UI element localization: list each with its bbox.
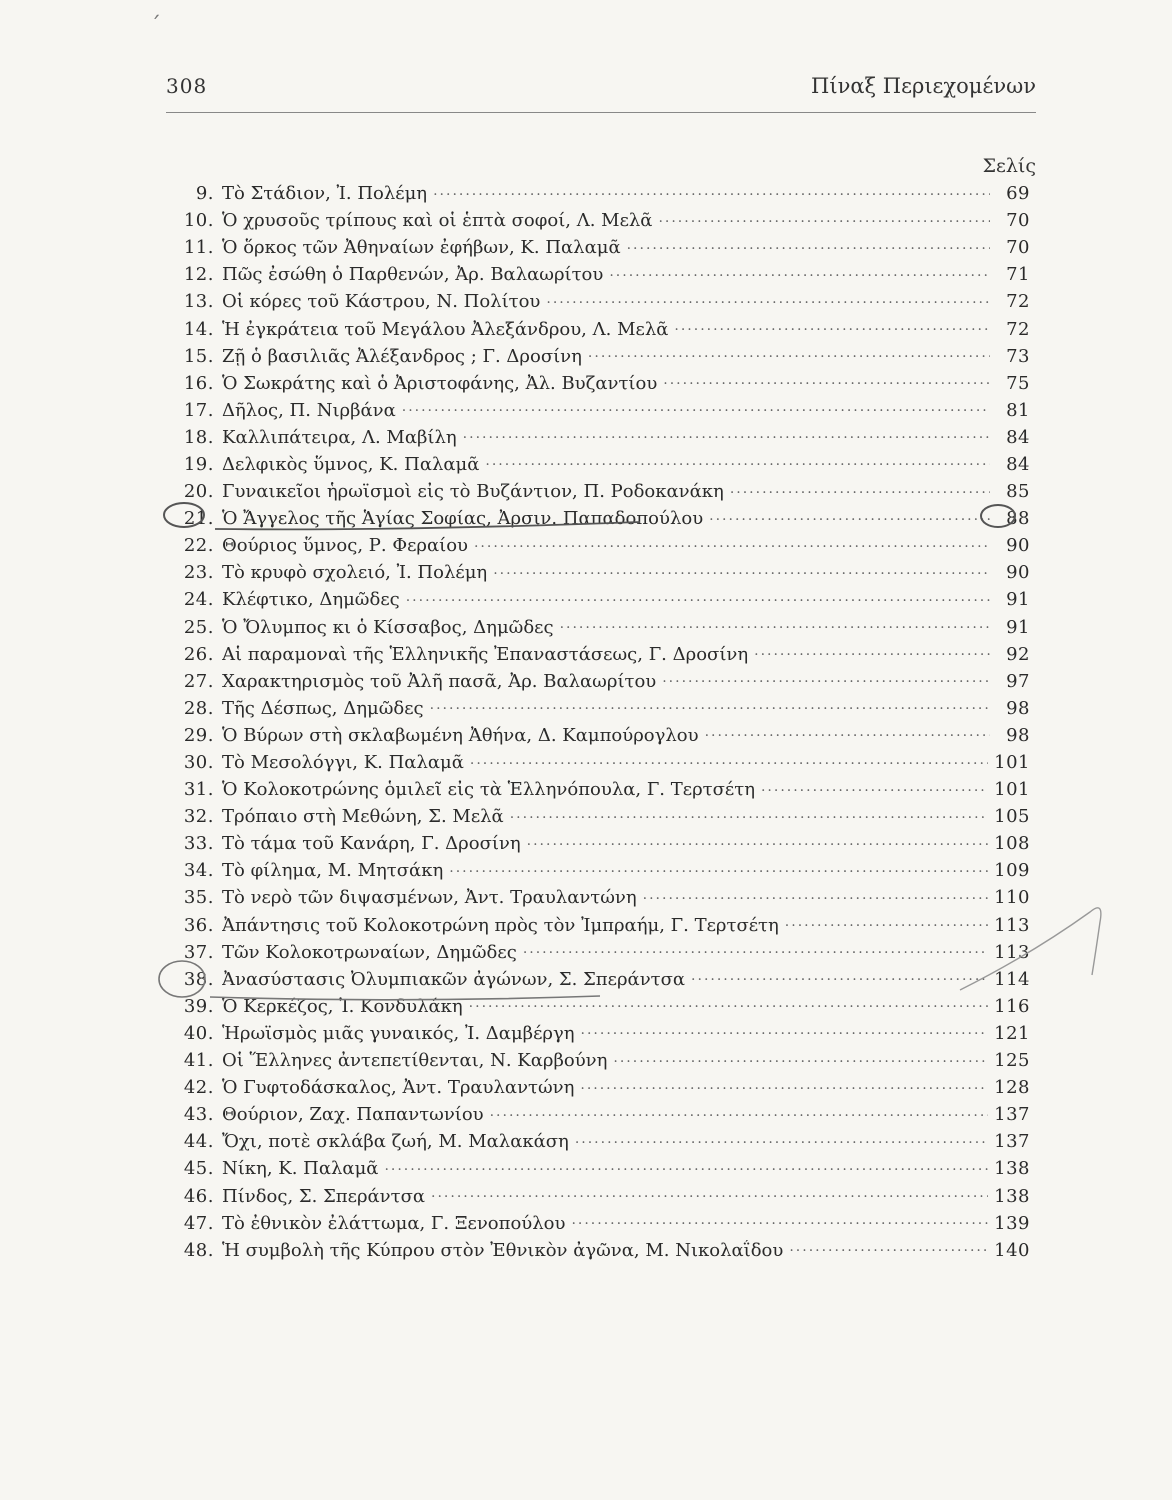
entry-title: Τὸ φίλημα, Μ. Μητσάκη bbox=[222, 860, 444, 882]
entry-number: 35. bbox=[183, 887, 214, 909]
entry-title: Γυναικεῖοι ἡρωϊσμοὶ εἰς τὸ Βυζάντιον, Π. Ροδοκανάκη bbox=[222, 481, 724, 503]
entry-number: 28. bbox=[183, 697, 214, 719]
entry-title: Πῶς ἐσώθη ὁ Παρθενών, Ἀρ. Βαλαωρίτου bbox=[222, 264, 604, 286]
entry-number: 21. bbox=[183, 508, 214, 530]
entry-page: 81 bbox=[1006, 399, 1030, 421]
entry-page: 71 bbox=[1006, 264, 1030, 286]
entry-page: 92 bbox=[1006, 643, 1030, 665]
entry-number: 13. bbox=[183, 291, 214, 313]
entry-number: 33. bbox=[183, 833, 214, 855]
entry-number: 31. bbox=[183, 779, 214, 801]
entry-number: 43. bbox=[183, 1104, 214, 1126]
entry-number: 45. bbox=[183, 1158, 214, 1180]
entry-title: Ὁ Κολοκοτρώνης ὁμιλεῖ εἰς τὰ Ἑλληνόπουλα, Γ. Τερτσέτη bbox=[222, 779, 755, 801]
entry-number: 14. bbox=[183, 318, 214, 340]
entry-page: 109 bbox=[994, 860, 1030, 882]
entry-page: 105 bbox=[994, 806, 1030, 828]
entry-page: 137 bbox=[994, 1104, 1030, 1126]
entry-page: 70 bbox=[1006, 237, 1030, 259]
entry-number: 37. bbox=[183, 941, 214, 963]
entry-number: 30. bbox=[183, 752, 214, 774]
entry-number: 23. bbox=[183, 562, 214, 584]
entry-page: 84 bbox=[1006, 453, 1030, 475]
entry-title: Ὁ χρυσοῦς τρίπους καὶ οἱ ἑπτὰ σοφοί, Λ. Μελᾶ bbox=[222, 210, 653, 232]
entry-title: Τὸ κρυφὸ σχολειό, Ἰ. Πολέμη bbox=[222, 562, 488, 584]
page-column-heading: Σελίς bbox=[982, 155, 1036, 177]
entry-title: Τρόπαιο στὴ Μεθώνη, Σ. Μελᾶ bbox=[222, 806, 504, 828]
entry-number: 12. bbox=[183, 264, 214, 286]
pencil-underline-entry-42 bbox=[210, 996, 600, 1000]
entry-page: 139 bbox=[994, 1212, 1030, 1234]
entry-page: 101 bbox=[994, 752, 1030, 774]
entry-number: 38. bbox=[183, 968, 214, 990]
entry-title: Τῶν Κολοκοτρωναίων, Δημῶδες bbox=[222, 941, 517, 963]
pencil-circle-entry-42 bbox=[159, 961, 205, 997]
entry-number: 26. bbox=[183, 643, 214, 665]
entry-page: 91 bbox=[1006, 616, 1030, 638]
entry-number: 27. bbox=[183, 670, 214, 692]
pencil-margin-stroke bbox=[960, 908, 1101, 990]
entry-number: 20. bbox=[183, 481, 214, 503]
pencil-circle-entry-20 bbox=[164, 503, 204, 527]
entry-page: 75 bbox=[1006, 372, 1030, 394]
entry-number: 39. bbox=[183, 995, 214, 1017]
entry-page: 110 bbox=[994, 887, 1030, 909]
entry-page: 101 bbox=[994, 779, 1030, 801]
entry-title: Οἱ Ἕλληνες ἀντεπετίθενται, Ν. Καρβούνη bbox=[222, 1050, 608, 1072]
entry-title: Θούριον, Ζαχ. Παπαντωνίου bbox=[222, 1104, 484, 1126]
entry-number: 16. bbox=[183, 372, 214, 394]
entry-page: 116 bbox=[994, 995, 1030, 1017]
entry-page: 85 bbox=[1006, 481, 1030, 503]
entry-title: Αἱ παραμοναὶ τῆς Ἑλληνικῆς Ἐπαναστάσεως, Γ. Δροσίνη bbox=[222, 643, 749, 665]
entry-number: 9. bbox=[195, 183, 214, 205]
entry-page: 69 bbox=[1006, 183, 1030, 205]
entry-number: 40. bbox=[183, 1022, 214, 1044]
entry-page: 138 bbox=[994, 1158, 1030, 1180]
entry-page: 70 bbox=[1006, 210, 1030, 232]
entry-title: Δῆλος, Π. Νιρβάνα bbox=[222, 399, 396, 421]
entry-number: 22. bbox=[183, 535, 214, 557]
entry-number: 15. bbox=[183, 345, 214, 367]
entry-title: Τὸ Μεσολόγγι, Κ. Παλαμᾶ bbox=[222, 752, 464, 774]
entry-number: 24. bbox=[183, 589, 214, 611]
entry-title: Νίκη, Κ. Παλαμᾶ bbox=[222, 1158, 379, 1180]
entry-number: 32. bbox=[183, 806, 214, 828]
entry-title: Ὁ Σωκράτης καὶ ὁ Ἀριστοφάνης, Ἀλ. Βυζαντίου bbox=[222, 372, 658, 394]
entry-page: 113 bbox=[994, 914, 1030, 936]
entry-title: Ὁ Ἄγγελος τῆς Ἁγίας Σοφίας, Ἀρσιν. Παπαδοπούλου bbox=[222, 508, 704, 530]
entry-title: Τῆς Δέσπως, Δημῶδες bbox=[222, 697, 424, 719]
entry-page: 137 bbox=[994, 1131, 1030, 1153]
entry-page: 138 bbox=[994, 1185, 1030, 1207]
entry-number: 34. bbox=[183, 860, 214, 882]
running-title: Πίναξ Περιεχομένων bbox=[811, 74, 1036, 98]
entry-number: 25. bbox=[183, 616, 214, 638]
entry-title: Χαρακτηρισμὸς τοῦ Ἀλῆ πασᾶ, Ἀρ. Βαλαωρίτου bbox=[222, 670, 657, 692]
entry-title: Θούριος ὕμνος, Ρ. Φεραίου bbox=[222, 535, 468, 557]
entry-title: Ἡ ἐγκράτεια τοῦ Μεγάλου Ἀλεξάνδρου, Λ. Μελᾶ bbox=[222, 318, 669, 340]
entry-number: 48. bbox=[183, 1239, 214, 1261]
entry-title: Δελφικὸς ὕμνος, Κ. Παλαμᾶ bbox=[222, 453, 480, 475]
entry-page: 97 bbox=[1006, 670, 1030, 692]
entry-title: Πίνδος, Σ. Σπεράντσα bbox=[222, 1185, 426, 1207]
pencil-underline-entry-20 bbox=[215, 522, 640, 529]
entry-number: 29. bbox=[183, 724, 214, 746]
entry-page: 90 bbox=[1006, 535, 1030, 557]
entry-page: 108 bbox=[994, 833, 1030, 855]
entry-page: 113 bbox=[994, 941, 1030, 963]
entry-title: Ἀνασύστασις Ὀλυμπιακῶν ἀγώνων, Σ. Σπεράντσα bbox=[222, 968, 686, 990]
entry-page: 125 bbox=[994, 1050, 1030, 1072]
entry-number: 36. bbox=[183, 914, 214, 936]
entry-number: 19. bbox=[183, 453, 214, 475]
entry-page: 128 bbox=[994, 1077, 1030, 1099]
entry-page: 72 bbox=[1006, 318, 1030, 340]
entry-title: Ὁ ὅρκος τῶν Ἀθηναίων ἐφήβων, Κ. Παλαμᾶ bbox=[222, 237, 621, 259]
entry-page: 114 bbox=[994, 968, 1030, 990]
entry-title: Ὁ Κερκέζος, Ἰ. Κονδυλάκη bbox=[222, 995, 463, 1017]
entry-number: 11. bbox=[183, 237, 214, 259]
entry-number: 44. bbox=[183, 1131, 214, 1153]
entry-title: Τὸ τάμα τοῦ Κανάρη, Γ. Δροσίνη bbox=[222, 833, 521, 855]
entry-page: 72 bbox=[1006, 291, 1030, 313]
pencil-circle-page-85 bbox=[981, 505, 1015, 527]
entry-page: 88 bbox=[1006, 508, 1030, 530]
entry-page: 98 bbox=[1006, 724, 1030, 746]
entry-number: 42. bbox=[183, 1077, 214, 1099]
entry-title: Καλλιπάτειρα, Λ. Μαβίλη bbox=[222, 426, 457, 448]
entry-title: Ἡρωϊσμὸς μιᾶς γυναικός, Ἰ. Δαμβέργη bbox=[222, 1022, 575, 1044]
entry-page: 73 bbox=[1006, 345, 1030, 367]
entry-number: 41. bbox=[183, 1050, 214, 1072]
entry-page: 90 bbox=[1006, 562, 1030, 584]
entry-title: Ὄχι, ποτὲ σκλάβα ζωή, Μ. Μαλακάση bbox=[222, 1131, 569, 1153]
entry-title: Ὁ Γυφτοδάσκαλος, Ἀντ. Τραυλαντώνη bbox=[222, 1077, 575, 1099]
entry-page: 84 bbox=[1006, 426, 1030, 448]
pencil-tick-mark: ˊ bbox=[150, 14, 161, 39]
entry-title: Τὸ ἐθνικὸν ἐλάττωμα, Γ. Ξενοπούλου bbox=[222, 1212, 566, 1234]
entry-number: 17. bbox=[183, 399, 214, 421]
entry-number: 18. bbox=[183, 426, 214, 448]
page-number: 308 bbox=[166, 74, 208, 98]
entry-title: Τὸ Στάδιον, Ἰ. Πολέμη bbox=[222, 183, 428, 205]
entry-title: Οἱ κόρες τοῦ Κάστρου, Ν. Πολίτου bbox=[222, 291, 541, 313]
entry-title: Κλέφτικο, Δημῶδες bbox=[222, 589, 400, 611]
entry-title: Ἀπάντησις τοῦ Κολοκοτρώνη πρὸς τὸν Ἰμπραήμ, Γ. Τερτσέτη bbox=[222, 914, 779, 936]
entry-page: 140 bbox=[994, 1239, 1030, 1261]
entry-number: 46. bbox=[183, 1185, 214, 1207]
entry-title: Ἡ συμβολὴ τῆς Κύπρου στὸν Ἐθνικὸν ἀγῶνα, Μ. Νικολαΐδου bbox=[222, 1239, 784, 1261]
entry-title: Τὸ νερὸ τῶν διψασμένων, Ἀντ. Τραυλαντώνη bbox=[222, 887, 637, 909]
entry-number: 10. bbox=[183, 210, 214, 232]
entry-title: Ὁ Ὄλυμπος κι ὁ Κίσσαβος, Δημῶδες bbox=[222, 616, 554, 638]
entry-page: 121 bbox=[994, 1022, 1030, 1044]
entry-number: 47. bbox=[183, 1212, 214, 1234]
entry-page: 91 bbox=[1006, 589, 1030, 611]
entry-title: Ὁ Βύρων στὴ σκλαβωμένη Ἀθήνα, Δ. Καμπούρογλου bbox=[222, 724, 699, 746]
entry-page: 98 bbox=[1006, 697, 1030, 719]
entry-title: Ζῇ ὁ βασιλιᾶς Ἀλέξανδρος ; Γ. Δροσίνη bbox=[222, 345, 582, 367]
